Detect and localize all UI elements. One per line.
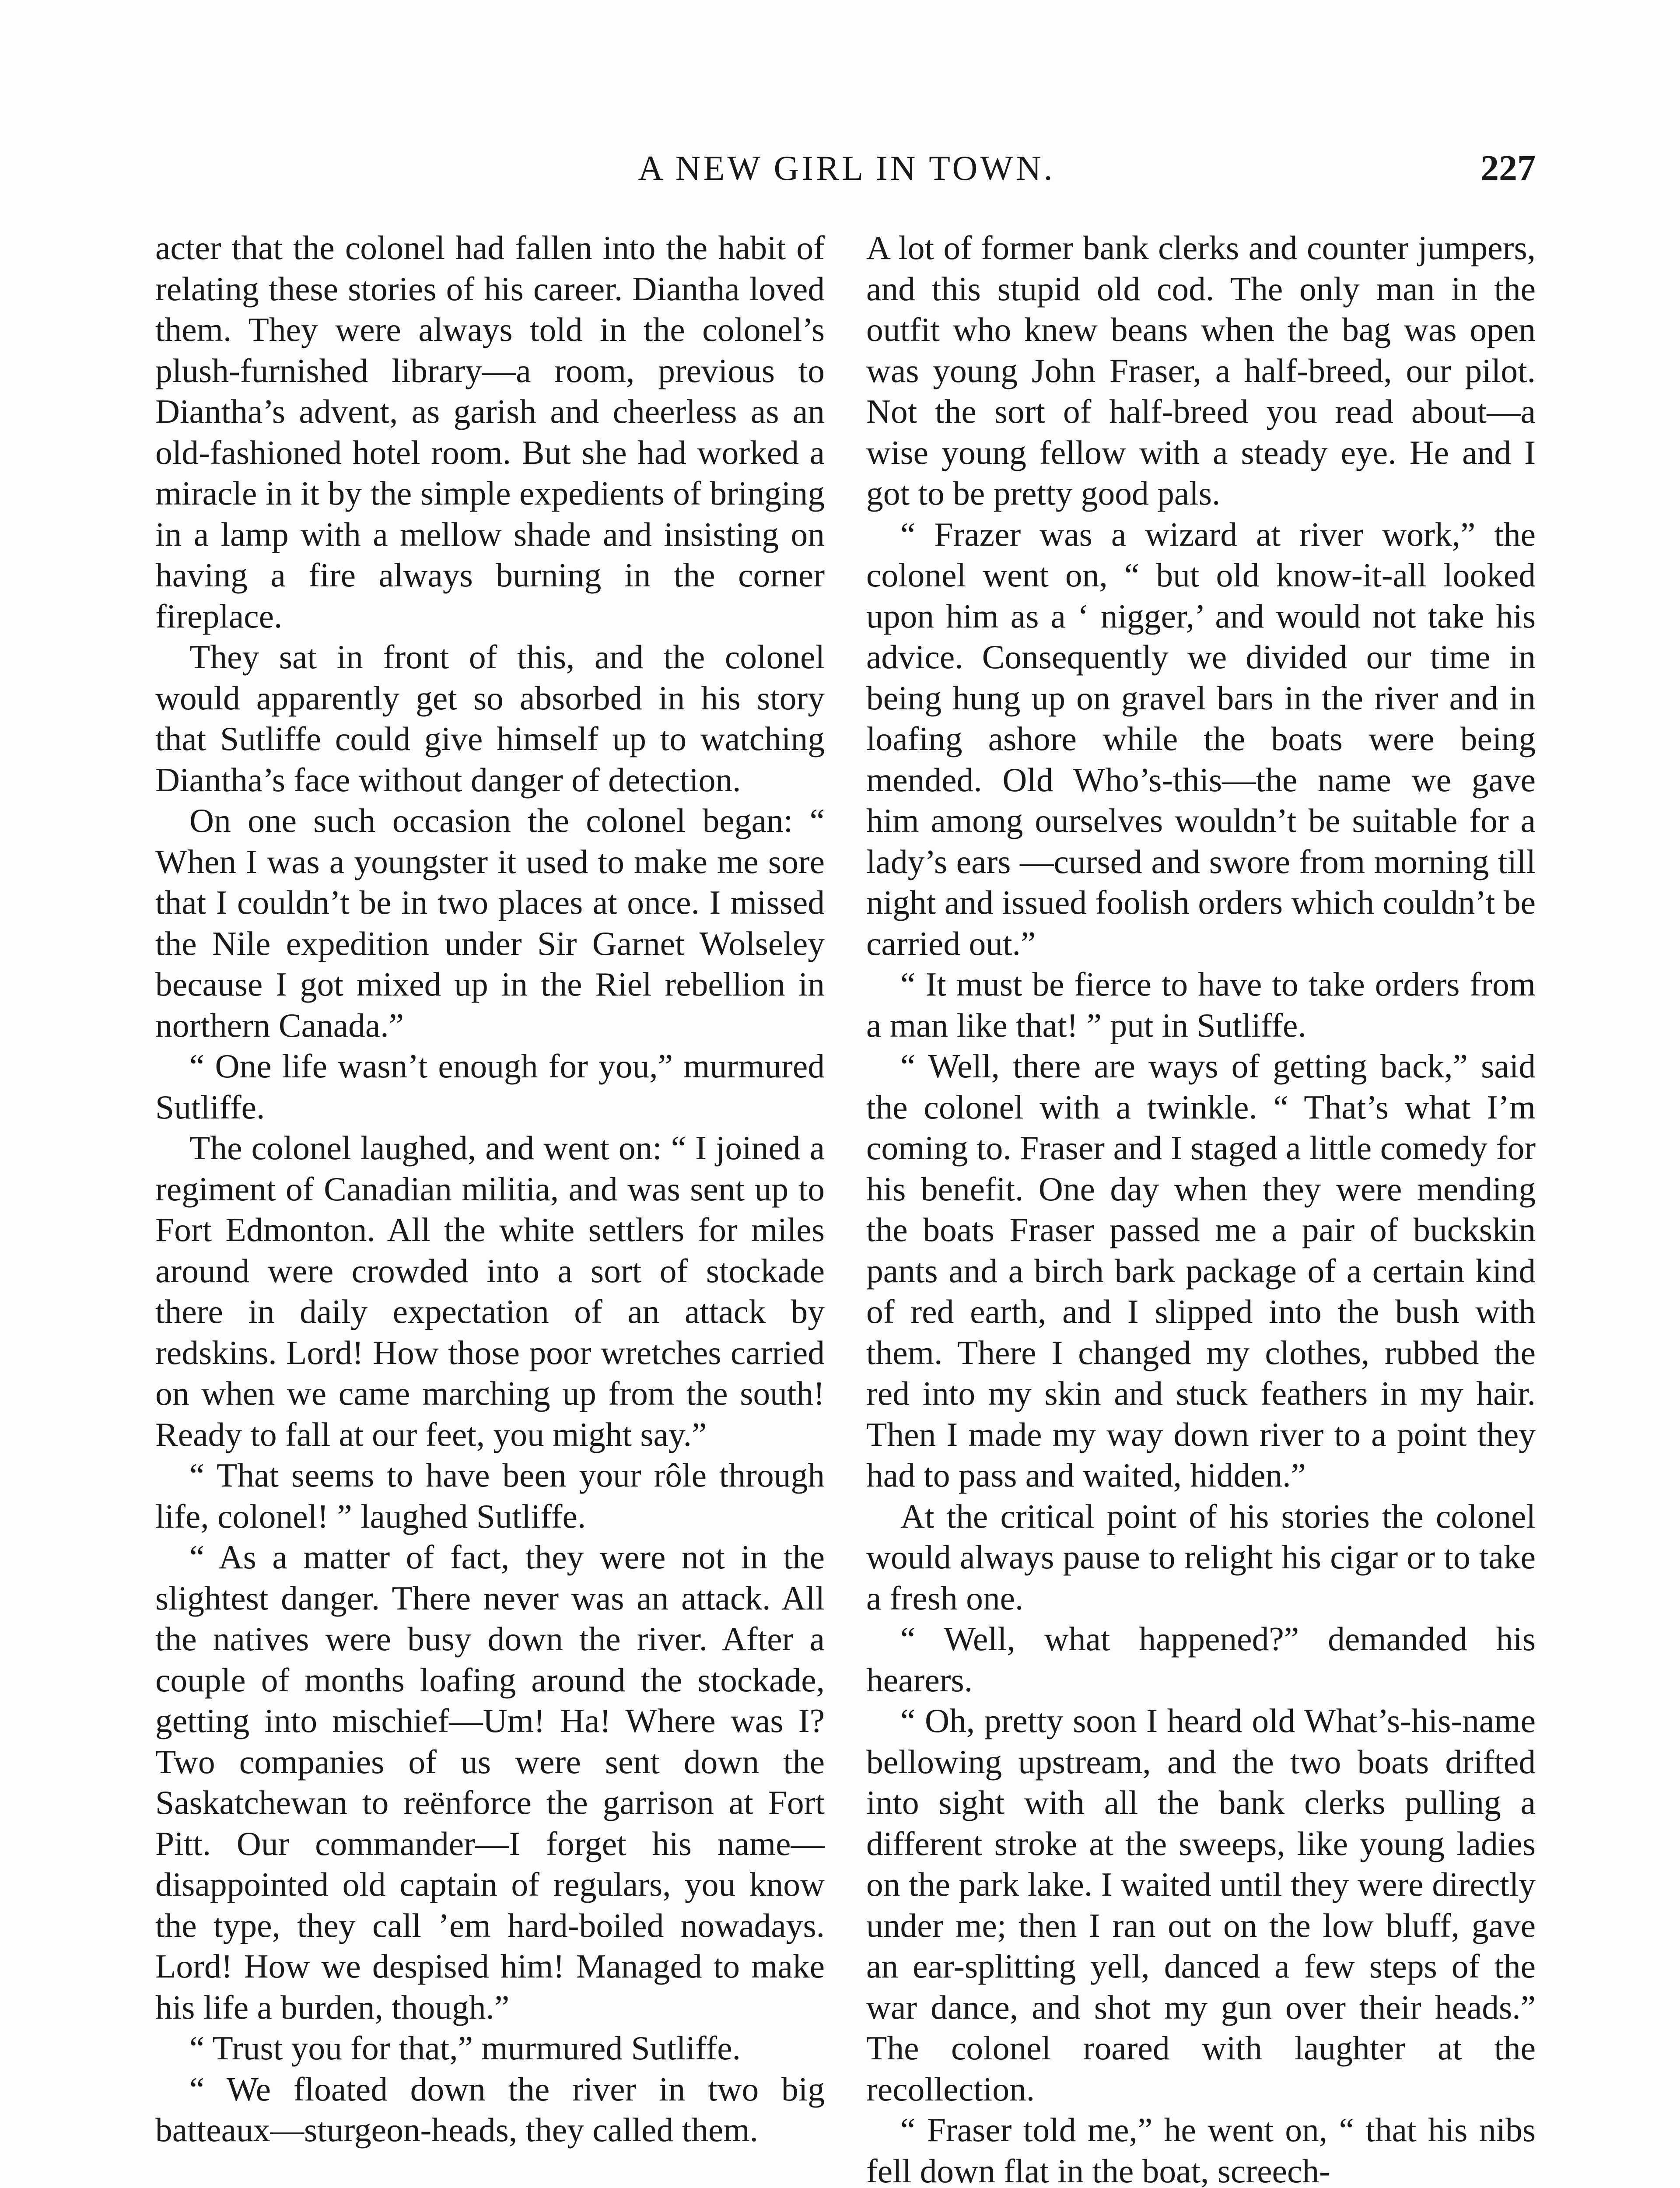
paragraph: “ That seems to have been your rôle through life, colonel! ” laughed Sutliffe. <box>155 1456 825 1535</box>
page-number: 227 <box>1480 148 1536 189</box>
paragraph: The colonel laughed, and went on: “ I joined a regiment of Canadian militia, and was sent up to Fort Edmonton. All the white settlers for miles around were crowded into a sort of stockade there in daily expectation of an attack by redskins. Lord! How those poor wretches carried on when we came marching up from the south! Ready to fall at our feet, you might say.” <box>155 1129 825 1453</box>
paragraph: “ As a matter of fact, they were not in the slightest danger. There never was an attack. All the natives were busy down the river. After a couple of months loafing around the stockade, getting into mischief—Um! Ha! Where was I? Two companies of us were sent down the Saskatchewan to reënforce the garrison at Fort Pitt. Our commander—I forget his name—disappointed old captain of regulars, you know the type, they call ’em hard-boiled nowadays. Lord! How we despised him! Managed to make his life a burden, though.” <box>155 1538 825 2026</box>
paragraph: “ Trust you for that,” murmured Sutliffe. <box>189 2029 741 2067</box>
paragraph: On one such occasion the colonel began: “ When I was a youngster it used to make me sore that I couldn’t be in two places at once. I missed the Nile expedition under Sir Garnet Wolseley because I got mixed up in the Riel rebellion in northern Canada.” <box>155 802 825 1044</box>
paragraph: They sat in front of this, and the colonel would apparently get so absorbed in his story that Sutliffe could give himself up to watching Diantha’s face without danger of detection. <box>155 638 825 799</box>
running-title: A NEW GIRL IN TOWN. <box>638 149 1055 188</box>
paragraph: “ Frazer was a wizard at river work,” the colonel went on, “ but old know-it-all looked upon him as a ‘ nigger,’ and would not take his advice. Consequently we divided our time in being hung up on gravel bars in the river and in loafing ashore while the boats were being mended. Old Who’s-this—the name we gave him among ourselves wouldn’t be suitable for a lady’s ears —cursed and swore from morning till night and issued foolish orders which couldn’t be carried out.” <box>866 515 1536 962</box>
paragraph: “ Fraser told me,” he went on, “ that his nibs fell down flat in the boat, screech- <box>866 2111 1536 2188</box>
paragraph: “ Well, there are ways of getting back,” said the colonel with a twinkle. “ That’s what I’m coming to. Fraser and I staged a little comedy for his benefit. One day when they were mending the boats Fraser passed me a pair of buckskin pants and a birch bark package of a certain kind of red earth, and I slipped into the bush with them. There I changed my clothes, rubbed the red into my skin and stuck feathers in my hair. Then I made my way down river to a point they had to pass and waited, hidden.” <box>866 1047 1536 1494</box>
paragraph: “ One life wasn’t enough for you,” murmured Sutliffe. <box>155 1047 825 1126</box>
paragraph: acter that the colonel had fallen into the habit of relating these stories of his career. Diantha loved them. They were always told in the colonel’s plush-furnished library—a room, previous to Diantha’s advent, as garish and cheerless as an old-fashioned hotel room. But she had worked a miracle in it by the simple expedients of bringing in a lamp with a mellow shade and insisting on having a fire always burning in the corner fireplace. <box>155 229 825 635</box>
paragraph: “ Well, what happened?” demanded his hearers. <box>866 1620 1536 1699</box>
paragraph: A lot of former bank clerks and counter jumpers, and this stupid old cod. The only man in the outfit who knew beans when the bag was open was young John Fraser, a half-breed, our pilot. Not the sort of half-breed you read about—a wise young fellow with a steady eye. He and I got to be pretty good pals. <box>866 229 1536 512</box>
text-column-left <box>155 228 825 2151</box>
paragraph: “ Oh, pretty soon I heard old What’s-his-name bellowing upstream, and the two boats drifted into sight with all the bank clerks pulling a different stroke at the sweeps, like young ladies on the park lake. I waited until they were directly under me; then I ran out on the low bluff, gave an ear-splitting yell, danced a few steps of the war dance, and shot my gun over their heads.” The colonel roared with laughter at the recollection. <box>866 1702 1536 2108</box>
paragraph: “ It must be fierce to have to take orders from a man like that! ” put in Sutliffe. <box>866 965 1536 1044</box>
paragraph: At the critical point of his stories the colonel would always pause to relight his cigar or to take a fresh one. <box>866 1497 1536 1617</box>
text-column-right <box>866 228 1536 2188</box>
paragraph: “ We floated down the river in two big batteaux—sturgeon-heads, they called them. <box>155 2070 825 2149</box>
running-head <box>158 144 1536 193</box>
